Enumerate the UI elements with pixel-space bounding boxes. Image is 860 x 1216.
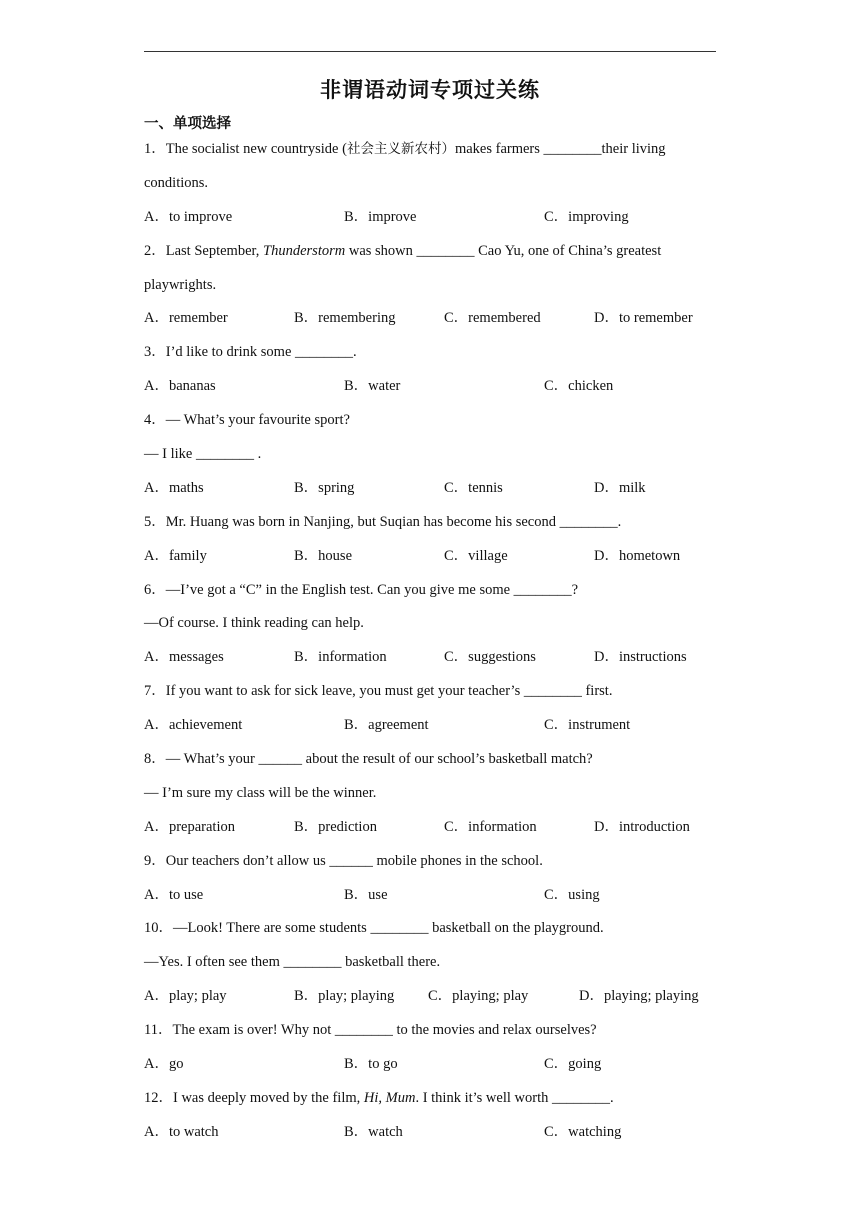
question-stem: 5．Mr. Huang was born in Nanjing, but Suqian has become his second ________.: [144, 513, 622, 530]
question-stem: 6．—I’ve got a “C” in the English test. Can you give me some ________?: [144, 581, 579, 598]
question-12: [144, 1082, 734, 1150]
option-a[interactable]: A．achievement: [144, 717, 243, 734]
option-c[interactable]: C．improving: [544, 208, 629, 225]
question-stem-continued: — I’m sure my class will be the winner.: [144, 784, 377, 801]
option-c[interactable]: C．playing; play: [428, 988, 529, 1005]
option-a[interactable]: A．to watch: [144, 1123, 219, 1140]
question-stem: 3．I’d like to drink some ________.: [144, 344, 357, 361]
answer-options: [144, 811, 734, 845]
option-a[interactable]: A．play; play: [144, 988, 227, 1005]
answer-options: [144, 1048, 734, 1082]
option-b[interactable]: B．agreement: [344, 717, 429, 734]
option-a[interactable]: A．bananas: [144, 378, 216, 395]
option-d[interactable]: D．playing; playing: [579, 988, 699, 1005]
option-a[interactable]: A．go: [144, 1056, 184, 1073]
question-stem: 7．If you want to ask for sick leave, you must get your teacher’s ________ first.: [144, 683, 613, 700]
answer-options: [144, 472, 734, 506]
option-c[interactable]: C．using: [544, 886, 600, 903]
answer-options: [144, 980, 734, 1014]
question-11: [144, 1014, 734, 1082]
question-stem-continued: — I like ________ .: [144, 446, 262, 463]
question-stem: 9．Our teachers don’t allow us ______ mobile phones in the school.: [144, 852, 543, 869]
question-stem: 1．The socialist new countryside (社会主义新农村）makes farmers ________their living: [144, 141, 666, 157]
option-b[interactable]: B．house: [294, 547, 352, 564]
question-2: [144, 235, 734, 337]
question-list: [144, 133, 734, 1150]
option-d[interactable]: D．introduction: [594, 818, 690, 835]
option-b[interactable]: B．prediction: [294, 818, 377, 835]
question-1: [144, 133, 734, 235]
answer-options: [144, 370, 734, 404]
question-5: [144, 506, 734, 574]
option-c[interactable]: C．tennis: [444, 479, 503, 496]
option-a[interactable]: A．preparation: [144, 818, 235, 835]
question-stem: 10．—Look! There are some students ________ basketball on the playground.: [144, 920, 604, 937]
question-stem: 2．Last September, Thunderstorm was shown ________ Cao Yu, one of China’s greatest: [144, 242, 662, 259]
option-c[interactable]: C．watching: [544, 1123, 622, 1140]
option-a[interactable]: A．to improve: [144, 208, 233, 225]
option-a[interactable]: A．to use: [144, 886, 204, 903]
question-3: [144, 336, 734, 404]
answer-options: [144, 641, 734, 675]
answer-options: [144, 302, 734, 336]
question-stem: 8．— What’s your ______ about the result of our school’s basketball match?: [144, 751, 593, 768]
option-a[interactable]: A．family: [144, 547, 207, 564]
option-b[interactable]: B．remembering: [294, 310, 396, 327]
question-stem: 4．— What’s your favourite sport?: [144, 412, 350, 429]
question-stem-continued: conditions.: [144, 174, 209, 191]
option-c[interactable]: C．instrument: [544, 717, 631, 734]
option-d[interactable]: D．hometown: [594, 547, 681, 564]
question-8: [144, 743, 734, 845]
option-c[interactable]: C．chicken: [544, 378, 614, 395]
option-d[interactable]: D．milk: [594, 479, 646, 496]
question-stem-continued: —Yes. I often see them ________ basketball there.: [144, 954, 441, 971]
section-heading: 一、单项选择: [144, 116, 231, 132]
answer-options: [144, 201, 734, 235]
option-a[interactable]: A．maths: [144, 479, 204, 496]
answer-options: [144, 540, 734, 574]
option-c[interactable]: C．remembered: [444, 310, 541, 327]
option-b[interactable]: B．play; playing: [294, 988, 395, 1005]
answer-options: [144, 709, 734, 743]
question-7: [144, 675, 734, 743]
option-b[interactable]: B．water: [344, 378, 401, 395]
option-c[interactable]: C．going: [544, 1056, 602, 1073]
question-10: [144, 912, 734, 1014]
question-stem-continued: —Of course. I think reading can help.: [144, 615, 364, 632]
page-title: 非谓语动词专项过关练: [320, 78, 540, 102]
option-c[interactable]: C．information: [444, 818, 537, 835]
option-a[interactable]: A．messages: [144, 649, 224, 666]
option-d[interactable]: D．to remember: [594, 310, 693, 327]
option-b[interactable]: B．information: [294, 649, 387, 666]
question-stem: 11．The exam is over! Why not ________ to the movies and relax ourselves?: [144, 1022, 597, 1039]
question-stem: 12．I was deeply moved by the film, Hi, Mum. I think it’s well worth ________.: [144, 1089, 614, 1106]
option-d[interactable]: D．instructions: [594, 649, 687, 666]
answer-options: [144, 879, 734, 913]
option-b[interactable]: B．spring: [294, 479, 355, 496]
option-b[interactable]: B．use: [344, 886, 388, 903]
question-stem-continued: playwrights.: [144, 276, 217, 293]
option-a[interactable]: A．remember: [144, 310, 228, 327]
question-4: [144, 404, 734, 506]
option-b[interactable]: B．to go: [344, 1056, 398, 1073]
question-6: [144, 574, 734, 676]
top-rule: [144, 51, 716, 52]
option-b[interactable]: B．watch: [344, 1123, 403, 1140]
option-c[interactable]: C．suggestions: [444, 649, 536, 666]
question-9: [144, 845, 734, 913]
option-c[interactable]: C．village: [444, 547, 508, 564]
option-b[interactable]: B．improve: [344, 208, 417, 225]
answer-options: [144, 1116, 734, 1150]
